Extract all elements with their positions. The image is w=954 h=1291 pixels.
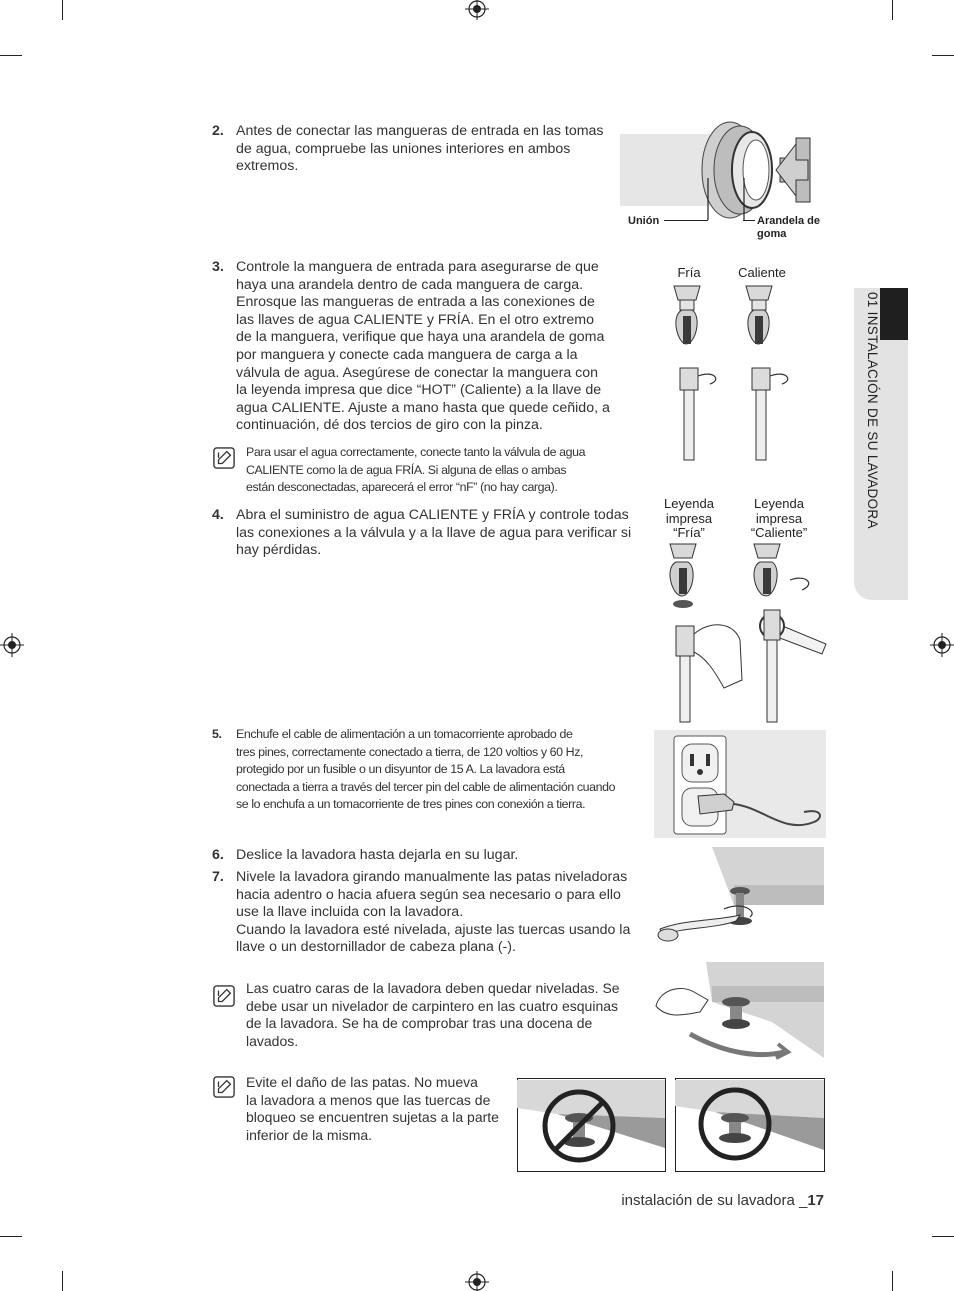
side-tab-marker bbox=[880, 288, 908, 340]
step-line: Enchufe el cable de alimentación a un tomacorriente aprobado de bbox=[236, 727, 573, 741]
label-line: Arandela de bbox=[757, 215, 820, 227]
side-tab-label: 01 INSTALACIÓN DE SU LAVADORA bbox=[865, 292, 880, 529]
step-number: 7. bbox=[212, 869, 224, 885]
step-line: extremos. bbox=[236, 158, 299, 175]
step-line: haya una arandela dentro de cada manguera de carga. bbox=[236, 276, 584, 293]
step-line: las llaves de agua CALIENTE y FRÍA. En el otro extremo bbox=[236, 311, 594, 328]
note-2 bbox=[246, 980, 636, 1050]
step-line: Controle la manguera de entrada para asegurarse de que bbox=[236, 259, 599, 275]
step-line: agua CALIENTE. Ajuste a mano hasta que quede ceñido, a bbox=[236, 399, 610, 416]
footer-text: instalación de su lavadora _ bbox=[621, 1192, 808, 1209]
step-line: la leyenda impresa que dice “HOT” (Caliente) a la llave de bbox=[236, 382, 602, 399]
note-1 bbox=[246, 444, 626, 497]
step-line: protegido por un fusible o un disyuntor de 15 A. La lavadora está bbox=[236, 762, 565, 777]
note-icon bbox=[213, 985, 235, 1007]
label-line: impresa bbox=[665, 510, 713, 526]
label-leyenda-fria bbox=[653, 497, 725, 541]
leader-line bbox=[743, 220, 755, 221]
label-fria: Fría bbox=[677, 265, 701, 280]
hose-coupling-illustration bbox=[620, 120, 826, 220]
step-number: 3. bbox=[212, 259, 224, 275]
note-line: la lavadora a menos que las tuercas de bbox=[246, 1091, 491, 1108]
step-number: 6. bbox=[212, 847, 224, 863]
step-line: de agua, compruebe las uniones interiores en ambos bbox=[236, 140, 571, 157]
step-line: tres pines, correctamente conectado a tierra, de 120 voltios y 60 Hz, bbox=[236, 744, 584, 759]
note-line: debe usar un nivelador de carpintero en las cuatro esquinas bbox=[246, 997, 619, 1014]
step-line: por manguera y conecte cada manguera de carga a la bbox=[236, 346, 578, 363]
crop-mark bbox=[932, 1236, 954, 1237]
faucet-hose-illustration bbox=[656, 282, 806, 492]
registration-mark-icon bbox=[930, 633, 954, 657]
note-icon bbox=[213, 1076, 235, 1098]
step-number: 2. bbox=[212, 123, 224, 139]
step-line: continuación, dé dos tercios de giro con la pinza. bbox=[236, 417, 543, 434]
hose-tightening-illustration bbox=[650, 540, 830, 724]
note-icon bbox=[213, 447, 235, 469]
step-line: hacia adentro o hacia afuera según sea necesario o para ello bbox=[236, 886, 621, 903]
power-outlet-illustration bbox=[654, 730, 826, 838]
crop-mark bbox=[892, 0, 893, 20]
label-arandela bbox=[757, 215, 820, 241]
label-union: Unión bbox=[628, 215, 660, 227]
label-line: Leyenda bbox=[664, 496, 714, 511]
label-line: goma bbox=[757, 228, 787, 240]
crop-mark bbox=[0, 55, 22, 56]
crop-mark bbox=[932, 55, 954, 56]
label-leyenda-caliente bbox=[740, 497, 818, 541]
label-line: Leyenda bbox=[754, 496, 804, 511]
step-line: use la llave incluida con la lavadora. bbox=[236, 904, 464, 921]
step-line: las conexiones a la válvula y a la llave de agua para verificar si bbox=[236, 524, 632, 541]
step-line: Enrosque las mangueras de entrada a las conexiones de bbox=[236, 294, 595, 311]
note-line: Las cuatro caras de la lavadora deben quedar niveladas. Se bbox=[246, 980, 620, 996]
step-line: de la manguera, verifique que haya una arandela de goma bbox=[236, 329, 605, 346]
note-line: CALIENTE como la de agua FRÍA. Si alguna de ellas o ambas bbox=[246, 462, 567, 477]
leader-line bbox=[664, 220, 708, 221]
label-line: “Fría” bbox=[673, 525, 705, 540]
note-line: inferior de la misma. bbox=[246, 1126, 373, 1143]
page-footer bbox=[560, 1192, 824, 1209]
step-line: hay pérdidas. bbox=[236, 542, 322, 559]
note-line: están desconectadas, aparecerá el error “nF” (no hay carga). bbox=[246, 480, 558, 495]
leveling-hand-illustration bbox=[650, 962, 826, 1062]
label-line: “Caliente” bbox=[750, 525, 808, 540]
crop-mark bbox=[62, 0, 63, 20]
note-line: Evite el daño de las patas. No mueva bbox=[246, 1074, 478, 1090]
step-line: Nivele la lavadora girando manualmente las patas niveladoras bbox=[236, 869, 628, 885]
step-line: llave o un destornillador de cabeza plana (-). bbox=[236, 939, 516, 956]
step-line: Cuando la lavadora esté nivelada, ajuste las tuercas usando la bbox=[236, 921, 631, 938]
registration-mark-icon bbox=[0, 633, 24, 657]
label-caliente: Caliente bbox=[738, 265, 786, 280]
note-line: de la lavadora. Se ha de comprobar tras una docena de bbox=[246, 1015, 593, 1032]
correct-leg-illustration bbox=[675, 1078, 825, 1172]
registration-mark-icon bbox=[465, 1271, 489, 1291]
crop-mark bbox=[892, 1271, 893, 1291]
page-number: 17 bbox=[807, 1192, 824, 1209]
label-line: impresa bbox=[755, 510, 803, 526]
step-line: se lo enchufa a un tomacorriente de tres pines con conexión a tierra. bbox=[236, 797, 586, 812]
step-line: Antes de conectar las mangueras de entrada en las tomas bbox=[236, 123, 604, 139]
registration-mark-icon bbox=[465, 0, 489, 20]
note-3 bbox=[246, 1074, 511, 1144]
note-line: lavados. bbox=[246, 1032, 299, 1049]
step-line: Abra el suministro de agua CALIENTE y FRÍA y controle todas bbox=[236, 507, 629, 523]
note-line: Para usar el agua correctamente, conecte tanto la válvula de agua bbox=[246, 445, 586, 459]
step-line: conectada a tierra a través del tercer pin del cable de alimentación cuando bbox=[236, 779, 616, 794]
step-number: 4. bbox=[212, 507, 224, 523]
crop-mark bbox=[0, 1236, 22, 1237]
step-number: 5. bbox=[212, 727, 222, 741]
crop-mark bbox=[62, 1271, 63, 1291]
leveling-wrench-illustration bbox=[654, 845, 826, 945]
step-line: válvula de agua. Asegúrese de conectar la manguera con bbox=[236, 364, 599, 381]
note-line: bloqueo se encuentren sujetas a la parte bbox=[246, 1109, 499, 1126]
step-line: Deslice la lavadora hasta dejarla en su lugar. bbox=[236, 847, 519, 863]
prohibited-leg-illustration bbox=[517, 1078, 666, 1172]
